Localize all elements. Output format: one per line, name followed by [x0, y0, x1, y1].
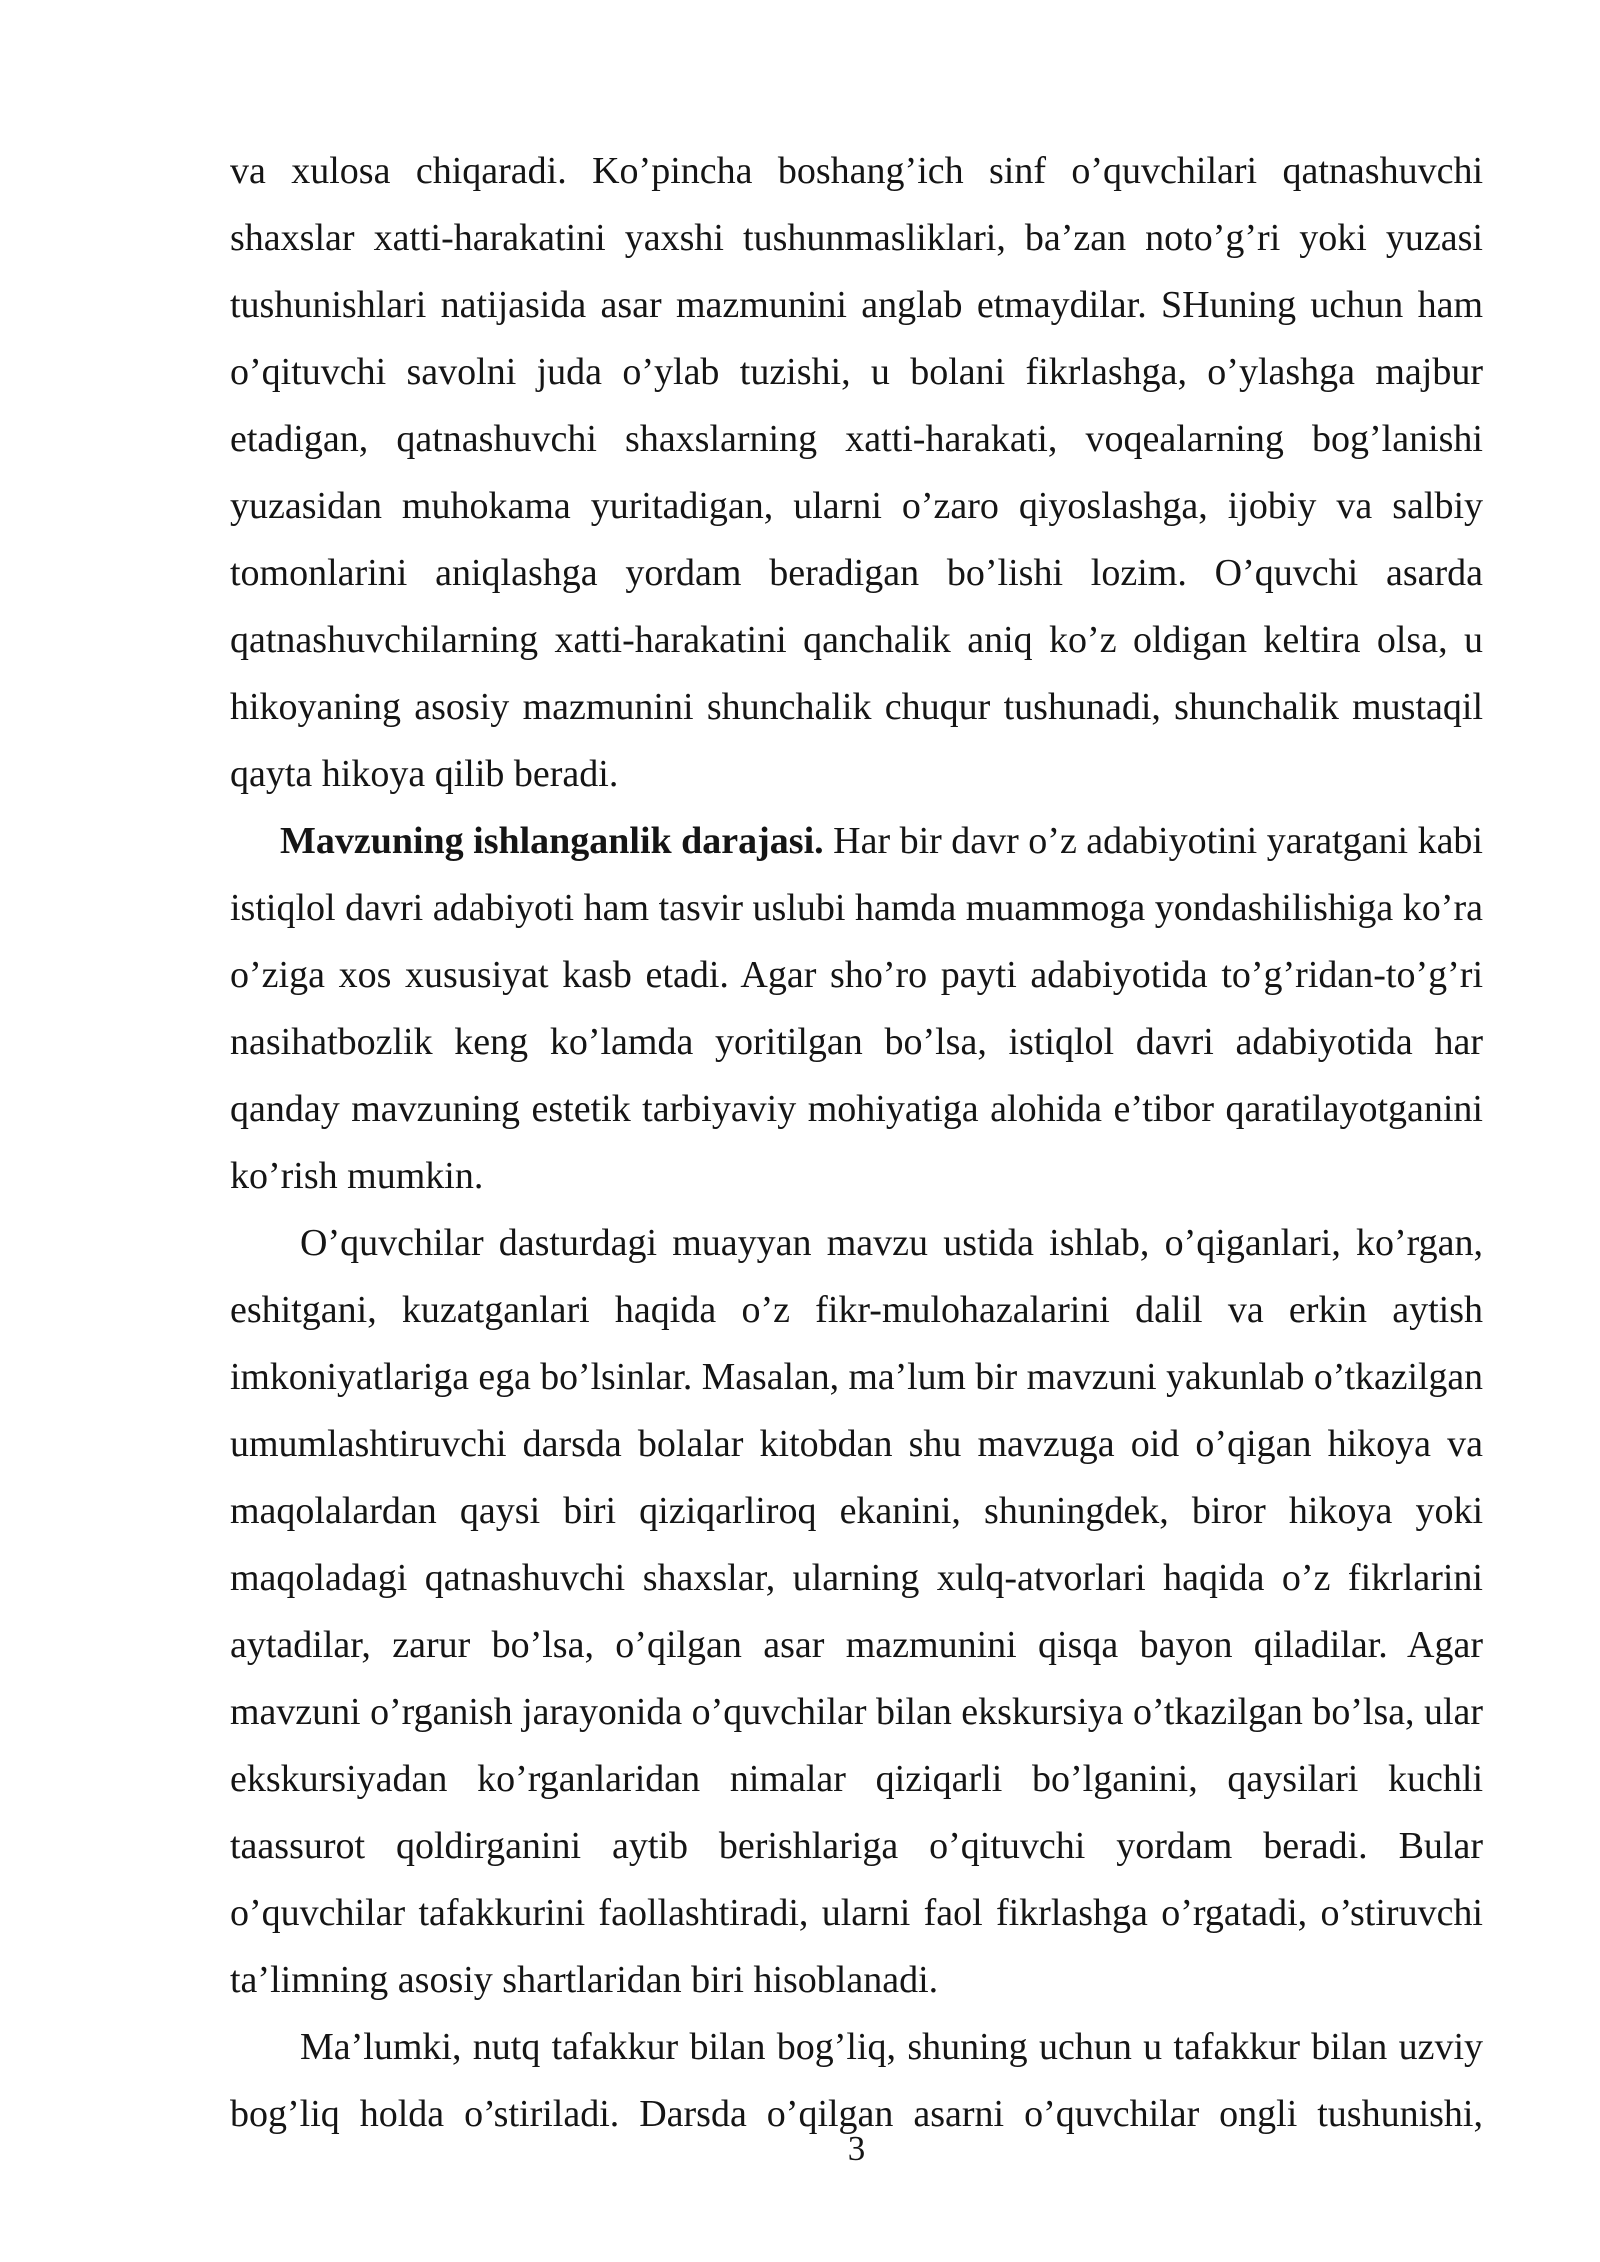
document-text: [230, 138, 1483, 2148]
text-line: Ma’lumki, nutq tafakkur bilan bog’liq, shuning uchun u tafakkur bilan uzviy: [300, 2026, 1483, 2068]
text-line: imkoniyatlariga ega bo’lsinlar. Masalan, ma’lum bir mavzuni yakunlab o’tkazilgan: [230, 1356, 1483, 1398]
text-line: yuzasidan muhokama yuritadigan, ularni o’zaro qiyoslashga, ijobiy va salbiy: [230, 485, 1483, 527]
text-line: maqoladagi qatnashuvchi shaxslar, ularning xulq-atvorlari haqida o’z fikrlarini: [230, 1557, 1483, 1599]
text-line: nasihatbozlik keng ko’lamda yoritilgan bo’lsa, istiqlol davri adabiyotida har: [230, 1021, 1483, 1063]
text-line: va xulosa chiqaradi. Ko’pincha boshang’ich sinf o’quvchilari qatnashuvchi: [230, 150, 1483, 192]
text-line: mavzuni o’rganish jarayonida o’quvchilar bilan ekskursiya o’tkazilgan bo’lsa, ular: [230, 1691, 1483, 1733]
text-line: umumlashtiruvchi darsda bolalar kitobdan shu mavzuga oid o’qigan hikoya va: [230, 1423, 1483, 1465]
section-heading: Mavzuning ishlanganlik darajasi.: [280, 820, 824, 862]
text-line: aytadilar, zarur bo’lsa, o’qilgan asar mazmunini qisqa bayon qiladilar. Agar: [230, 1624, 1483, 1666]
text-line: O’quvchilar dasturdagi muayyan mavzu ustida ishlab, o’qiganlari, ko’rgan,: [300, 1222, 1483, 1264]
text-line: ekskursiyadan ko’rganlaridan nimalar qiziqarli bo’lganini, qaysilari kuchli: [230, 1758, 1483, 1800]
text-line: bog’liq holda o’stiriladi. Darsda o’qilgan asarni o’quvchilar ongli tushunishi,: [230, 2093, 1483, 2135]
text-line: o’ziga xos xususiyat kasb etadi. Agar sho’ro payti adabiyotida to’g’ridan-to’g’ri: [230, 954, 1483, 996]
text-line: Mavzuning ishlanganlik darajasi. Har bir davr o’z adabiyotini yaratgani kabi: [280, 820, 1483, 862]
text-line: eshitgani, kuzatganlari haqida o’z fikr-mulohazalarini dalil va erkin aytish: [230, 1289, 1483, 1331]
text-line: maqolalardan qaysi biri qiziqarliroq ekanini, shuningdek, biror hikoya yoki: [230, 1490, 1483, 1532]
text-line: hikoyaning asosiy mazmunini shunchalik chuqur tushunadi, shunchalik mustaqil: [230, 686, 1483, 728]
text-line: istiqlol davri adabiyoti ham tasvir uslubi hamda muammoga yondashilishiga ko’ra: [230, 887, 1483, 929]
text-line: o’qituvchi savolni juda o’ylab tuzishi, u bolani fikrlashga, o’ylashga majbur: [230, 351, 1483, 393]
text-line: ta’limning asosiy shartlaridan biri hisoblanadi.: [230, 1959, 939, 2001]
text-line: qayta hikoya qilib beradi.: [230, 753, 619, 795]
text-line: qatnashuvchilarning xatti-harakatini qanchalik aniq ko’z oldigan keltira olsa, u: [230, 619, 1483, 661]
page-number: 3: [847, 2129, 866, 2168]
text-line: etadigan, qatnashuvchi shaxslarning xatti-harakati, voqealarning bog’lanishi: [230, 418, 1483, 460]
text-line: o’quvchilar tafakkurini faollashtiradi, ularni faol fikrlashga o’rgatadi, o’stiruvchi: [230, 1892, 1483, 1934]
text-line: taassurot qoldirganini aytib berishlariga o’qituvchi yordam beradi. Bular: [230, 1825, 1483, 1867]
text-line: qanday mavzuning estetik tarbiyaviy mohiyatiga alohida e’tibor qaratilayotganini: [230, 1088, 1483, 1130]
text-line: tushunishlari natijasida asar mazmunini anglab etmaydilar. SHuning uchun ham: [230, 284, 1483, 326]
text-line: tomonlarini aniqlashga yordam beradigan bo’lishi lozim. O’quvchi asarda: [230, 552, 1483, 594]
text-line: shaxslar xatti-harakatini yaxshi tushunmasliklari, ba’zan noto’g’ri yoki yuzasi: [230, 217, 1483, 259]
text-line: ko’rish mumkin.: [230, 1155, 484, 1197]
